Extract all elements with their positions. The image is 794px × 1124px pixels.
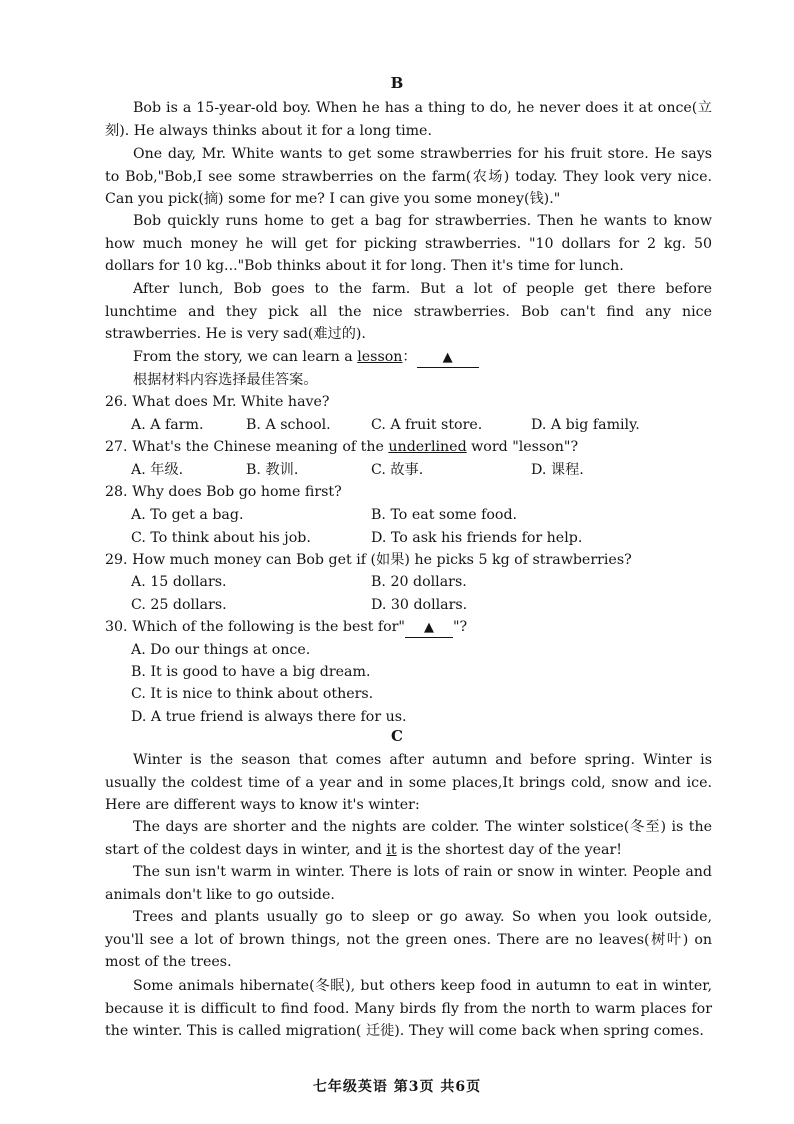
lesson-word: lesson bbox=[357, 349, 403, 365]
section-b-paragraph-2: One day, Mr. White wants to get some strawberries for his fruit store. He says to Bob,"Bob,I see some strawberries on the farm(农场) today. They look very nice. Can you pick(摘) some for me? I can give you some money(钱)." bbox=[105, 146, 712, 207]
q26-option-c[interactable]: C. A fruit store. bbox=[371, 417, 483, 433]
section-b-paragraph-3: Bob quickly runs home to get a bag for strawberries. Then he wants to know how much money he will get for picking strawberries. "10 dollars for 2 kg. 50 dollars for 10 kg..."Bob thinks about it for long. Then it's time for lunch. bbox=[105, 213, 712, 274]
section-c-paragraph-4: Trees and plants usually go to sleep or go away. So when you look outside, you'll see a lot of brown things, not the green ones. There are no leaves(树叶) on most of the trees. bbox=[105, 909, 712, 970]
q27-option-a[interactable]: A. 年级. bbox=[131, 462, 184, 478]
q29-option-a[interactable]: A. 15 dollars. bbox=[131, 574, 227, 590]
section-c-paragraph-2: The days are shorter and the nights are colder. The winter solstice(冬至) is the start of the coldest days in winter, and it is the shortest day of the year! bbox=[105, 819, 712, 858]
q29-option-d[interactable]: D. 30 dollars. bbox=[371, 597, 468, 613]
section-b-paragraph-4: After lunch, Bob goes to the farm. But a lot of people get there before lunchtime and they pick all the nice strawberries. Bob can't find any nice strawberries. He is very sad(难过的). bbox=[105, 281, 712, 342]
question-28: 28. Why does Bob go home first? bbox=[105, 484, 342, 500]
section-c-paragraph-5: Some animals hibernate(冬眠), but others keep food in autumn to eat in winter, because it is difficult to find food. Many birds fly from the north to warm places for the winter. This is called migration( 迁徙). They will come back when spring comes. bbox=[105, 978, 712, 1039]
q26-option-d[interactable]: D. A big family. bbox=[531, 417, 640, 433]
section-b-heading: B bbox=[390, 74, 404, 92]
q30-option-c[interactable]: C. It is nice to think about others. bbox=[131, 686, 374, 702]
q27-option-b[interactable]: B. 教训. bbox=[246, 462, 299, 478]
underlined-it: it bbox=[386, 841, 397, 858]
instruction-text: 根据材料内容选择最佳答案。 bbox=[133, 372, 318, 388]
q29-option-b[interactable]: B. 20 dollars. bbox=[371, 574, 467, 590]
q29-option-c[interactable]: C. 25 dollars. bbox=[131, 597, 227, 613]
q28-option-b[interactable]: B. To eat some food. bbox=[371, 507, 518, 523]
q26-option-b[interactable]: B. A school. bbox=[246, 417, 331, 433]
question-30: 30. Which of the following is the best for" ▲ "? bbox=[105, 616, 712, 639]
q30-option-b[interactable]: B. It is good to have a big dream. bbox=[131, 664, 371, 680]
q28-option-c[interactable]: C. To think about his job. bbox=[131, 530, 311, 546]
answer-blank: ▲ bbox=[417, 349, 479, 368]
q27-option-c[interactable]: C. 故事. bbox=[371, 462, 424, 478]
q30-option-d[interactable]: D. A true friend is always there for us. bbox=[131, 709, 407, 725]
question-29: 29. How much money can Bob get if (如果) he picks 5 kg of strawberries? bbox=[105, 552, 632, 568]
q30-option-a[interactable]: A. Do our things at once. bbox=[131, 642, 311, 658]
q28-option-d[interactable]: D. To ask his friends for help. bbox=[371, 530, 583, 546]
question-26: 26. What does Mr. White have? bbox=[105, 394, 330, 410]
section-c-paragraph-1: Winter is the season that comes after autumn and before spring. Winter is usually the coldest time of a year and in some places,It brings cold, snow and ice. Here are different ways to know it's winter: bbox=[105, 752, 712, 813]
section-c-paragraph-3: The sun isn't warm in winter. There is lots of rain or snow in winter. People and animals don't like to go outside. bbox=[105, 864, 712, 903]
question-27: 27. What's the Chinese meaning of the underlined word "lesson"? bbox=[105, 439, 579, 455]
section-c-heading: C bbox=[391, 727, 403, 745]
q28-option-a[interactable]: A. To get a bag. bbox=[131, 507, 244, 523]
q26-option-a[interactable]: A. A farm. bbox=[131, 417, 204, 433]
page-footer: 七年级英语 第3页 共6页 bbox=[312, 1079, 482, 1095]
section-b-paragraph-1: Bob is a 15-year-old boy. When he has a thing to do, he never does it at once(立刻). He always thinks about it for a long time. bbox=[105, 100, 712, 139]
q27-option-d[interactable]: D. 课程. bbox=[531, 462, 584, 478]
lesson-sentence: From the story, we can learn a lesson： ▲ bbox=[105, 346, 712, 369]
q30-blank: ▲ bbox=[405, 619, 453, 638]
